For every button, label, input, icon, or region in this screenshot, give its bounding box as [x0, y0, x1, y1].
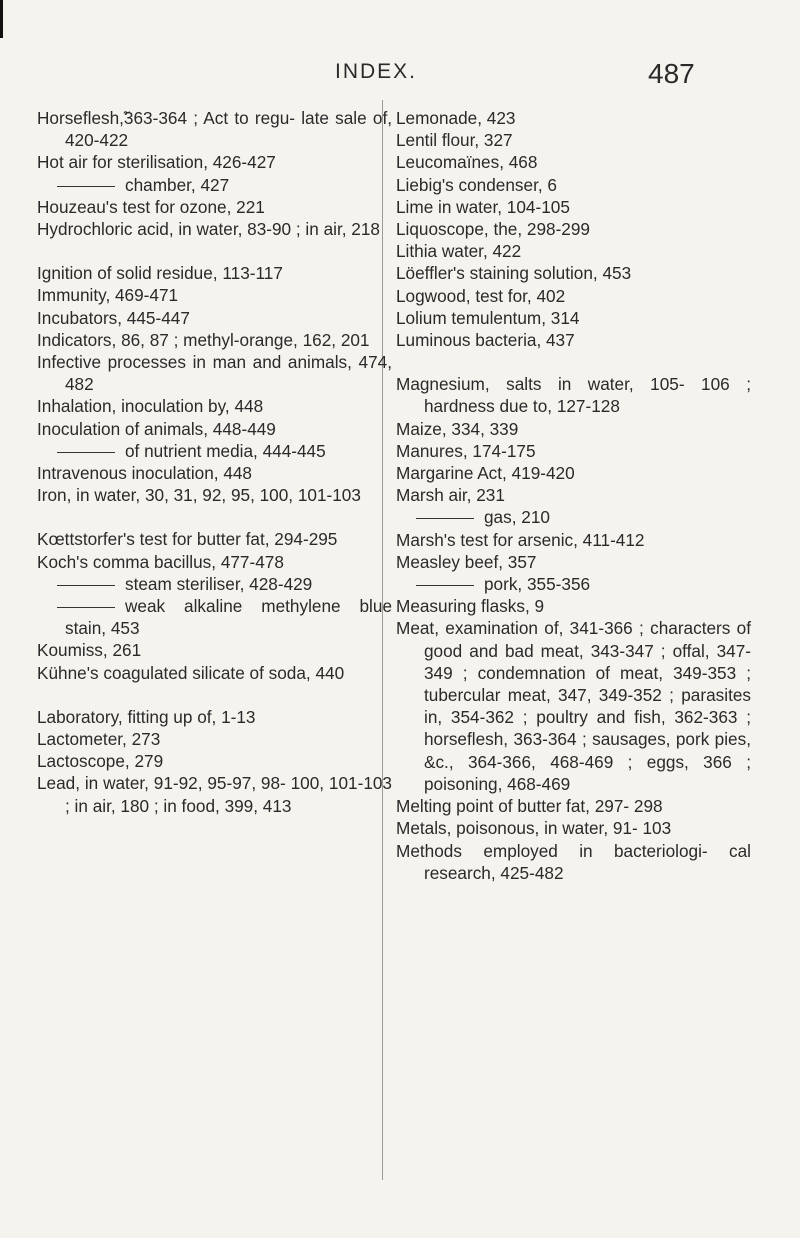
entry-text: chamber, 427 — [125, 174, 230, 195]
ditto-dash — [416, 585, 474, 586]
entry-text: Intravenous inoculation, 448 — [37, 463, 252, 484]
index-entry — [37, 772, 392, 816]
entry-text: Immunity, 469-471 — [37, 285, 179, 306]
index-entry — [37, 284, 392, 306]
entry-text: Metals, poisonous, in water, 91- 103 — [396, 818, 672, 839]
index-entry — [396, 307, 751, 329]
entry-text: Indicators, 86, 87 ; methyl-orange, 162, 201 — [37, 329, 370, 350]
index-subentry — [37, 440, 392, 462]
entry-text: Marsh's test for arsenic, 411-412 — [396, 529, 645, 550]
index-entry — [37, 196, 392, 218]
index-section — [37, 262, 392, 506]
entry-text: Koch's comma bacillus, 477-478 — [37, 551, 284, 572]
index-entry — [37, 151, 392, 173]
index-entry — [396, 617, 751, 795]
entry-text: Koumiss, 261 — [37, 640, 142, 661]
index-column-right — [396, 107, 751, 906]
ditto-dash — [57, 452, 115, 453]
index-entry — [396, 462, 751, 484]
index-section — [37, 107, 392, 240]
index-subentry — [37, 595, 392, 639]
entry-text: Lactometer, 273 — [37, 729, 161, 750]
entry-text: Lentil flour, 327 — [396, 130, 513, 151]
index-entry — [37, 750, 392, 772]
entry-text: Horseflesh,̃363-364 ; Act to regu- late sale of, 420-422 — [37, 108, 392, 151]
entry-text: Lithia water, 422 — [396, 241, 522, 262]
ditto-dash — [57, 186, 115, 187]
index-entry — [396, 595, 751, 617]
entry-text: Margarine Act, 419-420 — [396, 463, 575, 484]
index-entry — [37, 218, 392, 240]
entry-text: gas, 210 — [484, 507, 550, 528]
index-entry — [396, 329, 751, 351]
index-entry — [396, 196, 751, 218]
index-column-left — [37, 107, 392, 839]
entry-text: Manures, 174-175 — [396, 440, 536, 461]
index-entry — [37, 639, 392, 661]
index-entry — [396, 529, 751, 551]
index-entry — [396, 218, 751, 240]
entry-text: Liquoscope, the, 298-299 — [396, 219, 590, 240]
entry-text: Inoculation of animals, 448-449 — [37, 418, 276, 439]
entry-text: weak alkaline methylene blue stain, 453 — [65, 596, 392, 639]
entry-text: steam steriliser, 428-429 — [125, 573, 313, 594]
index-entry — [396, 285, 751, 307]
entry-text: Ignition of solid residue, 113-117 — [37, 263, 283, 284]
entry-text: Houzeau's test for ozone, 221 — [37, 196, 265, 217]
index-entry — [37, 262, 392, 284]
entry-text: Leucomaïnes, 468 — [396, 152, 538, 173]
index-entry — [37, 484, 392, 506]
index-entry — [37, 706, 392, 728]
index-entry — [396, 418, 751, 440]
index-section — [396, 373, 751, 884]
index-entry — [396, 262, 751, 284]
index-entry — [37, 462, 392, 484]
index-entry — [396, 151, 751, 173]
ditto-dash — [416, 518, 474, 519]
index-entry — [396, 551, 751, 573]
index-entry — [396, 240, 751, 262]
page-header — [0, 58, 800, 98]
index-entry — [396, 484, 751, 506]
entry-text: Kühne's coagulated silicate of soda, 440 — [37, 662, 345, 683]
entry-text: Luminous bacteria, 437 — [396, 330, 575, 351]
entry-text: Incubators, 445-447 — [37, 307, 190, 328]
index-entry — [37, 662, 392, 684]
index-entry — [396, 373, 751, 417]
entry-text: Lolium temulentum, 314 — [396, 307, 580, 328]
entry-text: Magnesium, salts in water, 105- 106 ; hardness due to, 127-128 — [396, 374, 751, 417]
index-subentry — [396, 506, 751, 528]
index-entry — [396, 840, 751, 884]
entry-text: Lead, in water, 91-92, 95-97, 98- 100, 101-103 ; in air, 180 ; in food, 399, 413 — [37, 773, 392, 816]
index-section — [37, 706, 392, 817]
index-subentry — [37, 174, 392, 196]
index-subentry — [396, 573, 751, 595]
index-section — [37, 528, 392, 683]
entry-text: Meat, examination of, 341-366 ; characters of good and bad meat, 343-347 ; offal, 347-349 ; condemnation of meat, 349-353 ; tubercular meat, 347, 349-352 ; parasites in, 354-362 ; poultry and fish, 362-363 ; horseflesh, 363-364 ; sausages, pork pies, &c., 364-366, 468-469 ; eggs, 366 ; poisoning, 468-469 — [396, 618, 751, 794]
index-entry — [396, 107, 751, 129]
index-entry — [396, 440, 751, 462]
entry-text: Logwood, test for, 402 — [396, 285, 566, 306]
index-entry — [396, 817, 751, 839]
index-entry — [396, 174, 751, 196]
page-edge-mark — [0, 0, 3, 38]
index-entry — [37, 351, 392, 395]
entry-text: Hot air for sterilisation, 426-427 — [37, 152, 276, 173]
entry-text: Lemonade, 423 — [396, 108, 516, 128]
page-title: INDEX. — [335, 60, 418, 83]
index-entry — [37, 528, 392, 550]
entry-text: Marsh air, 231 — [396, 485, 505, 506]
index-entry — [37, 418, 392, 440]
entry-text: Melting point of butter fat, 297- 298 — [396, 796, 663, 817]
index-entry — [37, 307, 392, 329]
index-subentry — [37, 573, 392, 595]
index-entry — [37, 395, 392, 417]
entry-text: Measuring flasks, 9 — [396, 596, 545, 617]
index-entry — [37, 107, 392, 151]
entry-text: Laboratory, fitting up of, 1-13 — [37, 706, 256, 727]
entry-text: Methods employed in bacteriologi- cal research, 425-482 — [396, 840, 751, 883]
entry-text: Maize, 334, 339 — [396, 418, 519, 439]
ditto-dash — [57, 607, 115, 608]
index-entry — [396, 795, 751, 817]
index-entry — [37, 551, 392, 573]
entry-text: Iron, in water, 30, 31, 92, 95, 100, 101-103 — [37, 485, 361, 506]
entry-text: Liebig's condenser, 6 — [396, 174, 557, 195]
entry-text: Löeffler's staining solution, 453 — [396, 263, 632, 284]
entry-text: pork, 355-356 — [484, 574, 591, 595]
entry-text: Lactoscope, 279 — [37, 751, 164, 772]
entry-text: Infective processes in man and animals, 474, 482 — [37, 352, 392, 395]
index-entry — [396, 129, 751, 151]
ditto-dash — [57, 585, 115, 586]
index-entry — [37, 728, 392, 750]
entry-text: Lime in water, 104-105 — [396, 196, 570, 217]
entry-text: Hydrochloric acid, in water, 83-90 ; in air, 218 — [37, 219, 380, 240]
index-section — [396, 107, 751, 351]
entry-text: Measley beef, 357 — [396, 551, 537, 572]
index-entry — [37, 329, 392, 351]
entry-text: of nutrient media, 444-445 — [125, 440, 326, 461]
entry-text: Kœttstorfer's test for butter fat, 294-295 — [37, 529, 338, 550]
entry-text: Inhalation, inoculation by, 448 — [37, 396, 264, 417]
page-number: 487 — [648, 58, 695, 89]
